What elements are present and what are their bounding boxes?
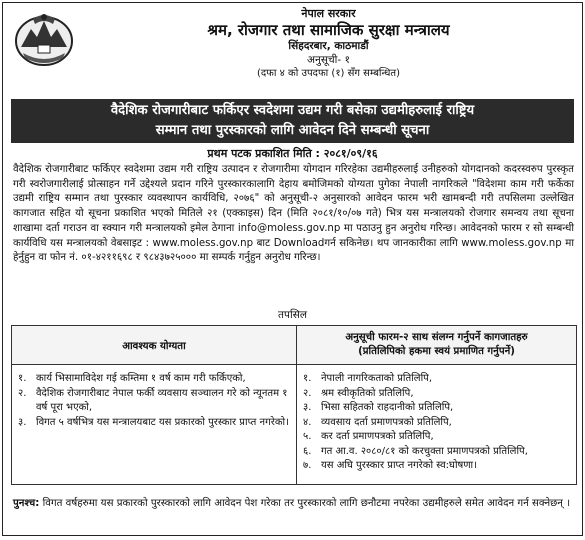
list-item-text: श्रम स्वीकृतिको प्रतिलिपि, — [321, 387, 414, 399]
list-item-number: ७. — [303, 460, 312, 471]
annex-title: अनुसूची- १ — [307, 54, 350, 66]
qualification-column-header: आवश्यक योग्यता — [12, 326, 297, 365]
documents-header-line-1: अनुसूची फारम-२ साथ संलग्न गर्नुपर्ने कागजातहरु — [345, 332, 528, 343]
ministry-address: सिंहदरबार, काठमाडौं — [288, 40, 369, 52]
list-item-number: ५. — [303, 431, 312, 442]
list-item-text: नेपाली नागरिकताको प्रतिलिपि, — [321, 373, 433, 384]
government-name: नेपाल सरकार — [301, 7, 356, 20]
list-item-number: ३. — [303, 402, 312, 413]
table-row — [12, 365, 577, 485]
list-item-number: ४. — [303, 416, 312, 428]
notice-title-line-2: सम्मान तथा पुरस्कारको लागि आवेदन दिने सम्बन्धी सूचना — [155, 123, 430, 138]
list-item-number: २. — [303, 387, 312, 399]
list-item-text: वैदेशिक रोजगारीबाट नेपाल फर्की व्यवसाय सञ्चालन गरे को न्यूनतम १ वर्ष पूरा भएको, — [36, 387, 288, 413]
list-item-text: गत आ.व. २०८०/८१ को करचुक्ता प्रमाणपत्रको प्रतिलिपि, — [321, 445, 528, 457]
list-item-text: भिसा सहितको राहदानीको प्रतिलिपि, — [321, 402, 454, 413]
letterhead — [83, 7, 574, 80]
list-item-text: कार्य भिसामाविदेश गई कम्तिमा १ वर्ष काम गरी फर्किएको, — [36, 373, 246, 384]
list-item — [18, 372, 290, 387]
list-item — [303, 401, 570, 416]
list-item — [18, 387, 290, 416]
postscript-note — [13, 497, 574, 512]
list-item-number: ३. — [18, 416, 27, 428]
qualification-list — [12, 365, 297, 485]
requirements-table — [11, 325, 577, 485]
postscript-text: विगत वर्षहरुमा यस प्रकारको पुरस्कारको लागि आवेदन पेश गरेका तर पुरस्कारको लागि छनौटमा नपरेका उद्यमीहरुले समेत आवेदन गर्न सक्नेछन् । — [39, 498, 571, 509]
list-item — [303, 430, 570, 445]
list-item — [303, 459, 570, 474]
list-item-number: २. — [18, 387, 27, 399]
list-item-number: १. — [303, 373, 312, 384]
notice-page — [2, 2, 583, 536]
list-item — [303, 445, 570, 460]
annex-reference: (दफा ४ को उपदफा (१) सँग सम्बन्धित) — [256, 68, 401, 79]
documents-column-header — [297, 326, 577, 365]
notice-title-line-1: वैदेशिक रोजगारीबाट फर्किएर स्वदेशमा उद्यम गरी बसेका उद्यमीहरुलाई राष्ट्रिय — [110, 103, 475, 118]
publication-date: प्रथम पटक प्रकाशित मिति : २०८१/०९/१६ — [207, 147, 378, 160]
list-item-text: व्यवसाय दर्ता प्रमाणपत्रको प्रतिलिपि, — [321, 416, 452, 428]
table-header-row — [12, 326, 577, 365]
list-item — [303, 387, 570, 402]
documents-list — [297, 365, 577, 485]
ministry-name: श्रम, रोजगार तथा सामाजिक सुरक्षा मन्त्रालय — [207, 21, 450, 39]
list-item — [303, 372, 570, 387]
list-item-text: यस अघि पुरस्कार प्राप्त नगरेको स्व:घोषणा। — [321, 460, 477, 471]
list-item-text: कर दर्ता प्रमाणपत्रको प्रतिलिपि, — [321, 431, 434, 442]
list-item — [303, 416, 570, 431]
documents-header-line-2: (प्रतिलिपिको हकमा स्वयं प्रमाणित गर्नुपर्ने) — [358, 346, 515, 357]
postscript-label: पुनश्च: — [13, 498, 40, 509]
list-item-text: विगत ५ वर्षभित्र यस मन्त्रालयबाट यस प्रकारको पुरस्कार प्राप्त नगरेको। — [36, 416, 289, 428]
notice-body-paragraph: वैदेशिक रोजगारीबाट फर्किएर स्वदेशमा उद्यम गरी राष्ट्रिय उत्पादन र रोजगारीमा योगदान गरिरहेका उद्यमीहरुलाई उनीहरुको योगदानको कदरस्वरुप पुरस्कृत गरी स्वरोजगारीलाई प्रोत्साहन गर्ने उद्देश्यले प्रदान गरिने पुरस्कारकालागि देहाय बमोजिमको योग्यता पुगेका नेपाली नागरिकले "विदेशमा काम गरी फर्केका उद्यमी राष्ट्रिय सम्मान तथा पुरस्कार व्यवस्थापन कार्यविधि, २०७६" को अनुसूची-२ अनुसारको आवेदन फारम भरी खामबन्दी गरी तपसिलमा उल्लेखित कागजात सहित यो सूचना प्रकाशित भएको मितिले २१ (एक्काइस) दिन (मिति २०८१/१०/०७ गते) भित्र यस मन्त्रालयको रोजगार समन्वय तथा सूचना शाखामा दर्ता गराउन वा स्क्यान गरी मन्त्रालयको इमेल ठेगाना info@moless.gov.np मा पठाउनु हुन अनुरोध गरिन्छ। आवेदनको फारम र सो सम्बन्धी कार्यविधि यस मन्त्रालयको वेबसाइट : www.moless.gov.np बाट Downloadगर्न सकिनेछ। थप जानकारीका लागि www.moless.gov.np मा हेर्नुहुन वा फोन नं. ०१-४२११६९८ र ९८४३७२५००० मा सम्पर्क गर्नुहुन अनुरोध गरिन्छ। — [13, 164, 574, 264]
details-heading: तपसिल — [278, 309, 307, 321]
list-item-number: १. — [18, 373, 27, 384]
notice-title-banner — [11, 99, 574, 143]
list-item-number: ६. — [303, 445, 312, 457]
nepal-government-emblem-icon — [13, 11, 75, 67]
list-item — [18, 416, 290, 431]
